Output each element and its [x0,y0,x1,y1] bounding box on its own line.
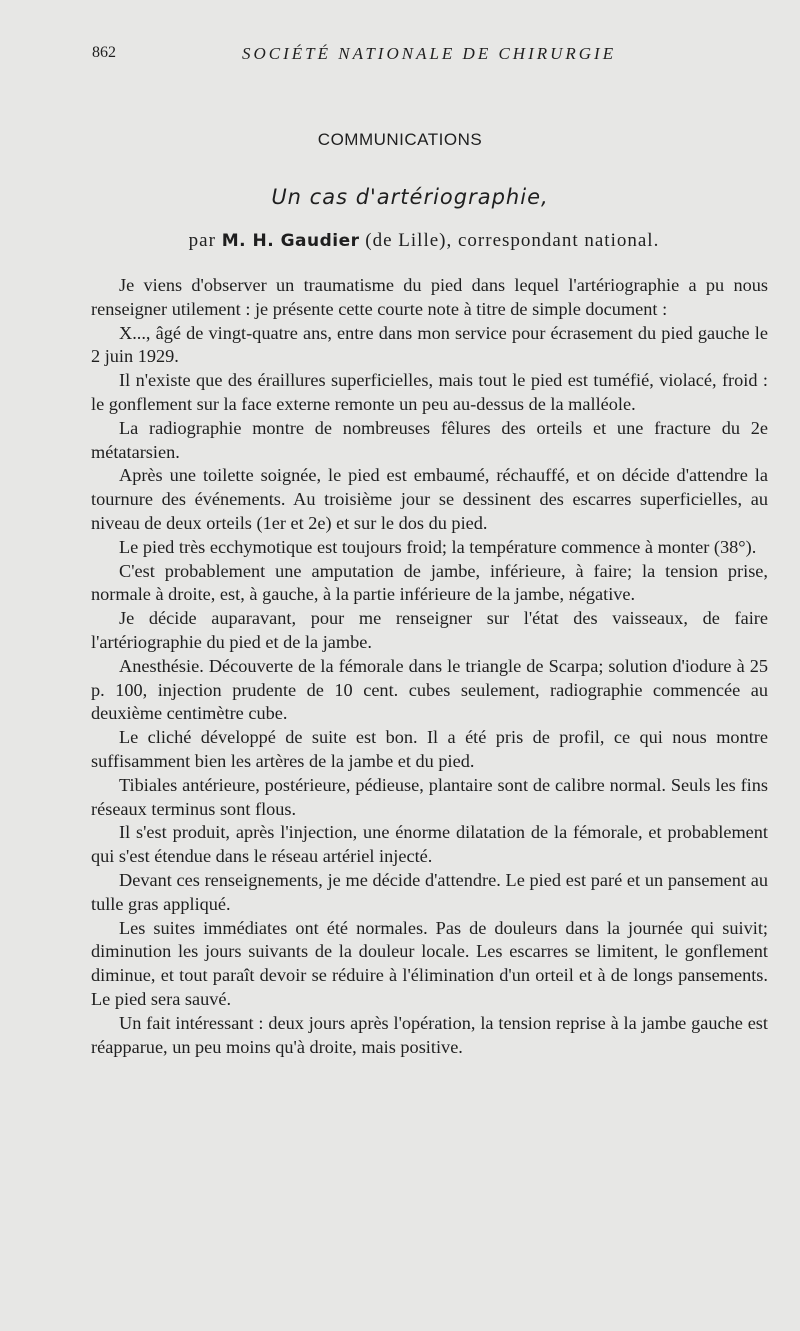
byline-prefix: par [188,230,216,251]
paragraph: Tibiales antérieure, postérieure, pédieuse, plantaire sont de calibre normal. Seuls les fins réseaux terminus sont flous. [91,774,768,819]
author-name: M. H. Gaudier [221,231,360,251]
paragraph: X..., âgé de vingt-quatre ans, entre dans mon service pour écrasement du pied gauche le 2 juin 1929. [91,322,768,367]
byline [0,230,800,252]
section-title: COMMUNICATIONS [317,130,483,149]
paragraph: Après une toilette soignée, le pied est embaumé, réchauffé, et on décide d'attendre la tournure des événements. Au troisième jour se dessinent des escarres superficielles, au niveau de deux orteils (1er et 2e) et sur le dos du pied. [91,465,768,533]
paragraph: Les suites immédiates ont été normales. Pas de douleurs dans la journée qui suivit; diminution les jours suivants de la douleur locale. Les escarres se limitent, le gonflement diminue, et tout paraît devoir se réduire à l'élimination d'un orteil et à de longs pansements. Le pied sera sauvé. [91,917,768,1009]
paragraph: C'est probablement une amputation de jambe, inférieure, à faire; la tension prise, normale à droite, est, à gauche, à la partie inférieure de la jambe, négative. [91,560,768,605]
article-body [91,274,768,1059]
running-title: SOCIÉTÉ NATIONALE DE CHIRURGIE [242,44,617,63]
byline-suffix: (de Lille), correspondant national. [365,230,660,251]
paragraph: Il s'est produit, après l'injection, une énorme dilatation de la fémorale, et probablement qui s'est étendue dans le réseau artériel injecté. [91,822,768,867]
paragraph: Le cliché développé de suite est bon. Il a été pris de profil, ce qui nous montre suffisamment bien les artères de la jambe et du pied. [91,727,768,771]
article-title: Un cas d'artériographie, [271,185,549,209]
paragraph: Il n'existe que des éraillures superficielles, mais tout le pied est tuméfié, violacé, froid : le gonflement sur la face externe remonte un peu au-dessus de la malléole. [91,370,768,414]
paragraph: Un fait intéressant : deux jours après l'opération, la tension reprise à la jambe gauche est réapparue, un peu moins qu'à droite, mais positive. [91,1012,768,1057]
paragraph: Anesthésie. Découverte de la fémorale dans le triangle de Scarpa; solution d'iodure à 25 p. 100, injection prudente de 10 cent. cubes seulement, radiographie commencée au deuxième centimètre cube. [91,655,768,724]
page-number: 862 [92,44,116,61]
paragraph: Je viens d'observer un traumatisme du pied dans lequel l'artériographie a pu nous renseigner utilement : je présente cette courte note à titre de simple document : [91,275,768,319]
page-header [92,44,708,68]
paragraph: La radiographie montre de nombreuses fêlures des orteils et une fracture du 2e métatarsien. [91,417,768,462]
paragraph: Le pied très ecchymotique est toujours froid; la température commence à monter (38°). [119,536,757,557]
paragraph: Je décide auparavant, pour me renseigner sur l'état des vaisseaux, de faire l'artériographie du pied et de la jambe. [91,608,768,652]
paragraph: Devant ces renseignements, je me décide d'attendre. Le pied est paré et un pansement au tulle gras appliqué. [91,869,768,914]
